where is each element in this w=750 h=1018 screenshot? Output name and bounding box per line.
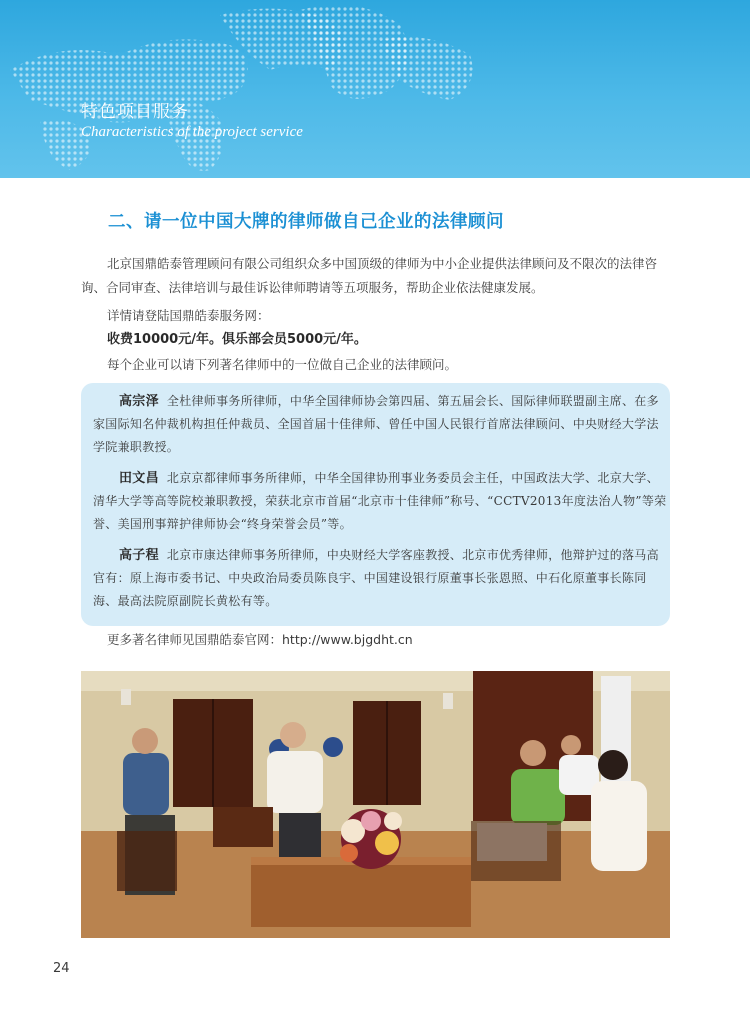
meeting-photo [81, 671, 670, 938]
lawyer-bio: 北京京都律师事务所律师，中华全国律协刑事业务委员会主任，中国政法大学、北京大学、清华大学等高等院校兼职教授，荣获北京市首届“北京市十佳律师”称号、“CCTV2013年度法治人物”等荣誉、美国刑事辩护律师协会“终身荣誉会员”等。 [93, 471, 667, 531]
lawyer-name: 高子程 [119, 548, 159, 563]
world-map-graphic [0, 0, 750, 178]
banner-title: 特色项目服务 [81, 102, 189, 122]
lawyer-entry [93, 544, 667, 613]
section-heading: 二、请一位中国大牌的律师做自己企业的法律顾问 [108, 212, 504, 232]
lawyer-entry [93, 390, 667, 459]
lawyer-bio: 北京市康达律师事务所律师，中央财经大学客座教授、北京市优秀律师，他辩护过的落马高官有：原上海市委书记、中央政治局委员陈良宇、中国建设银行原董事长张恩照、中石化原董事长陈同海、最高法院原副院长黄松有等。 [93, 548, 659, 608]
header-banner [0, 0, 750, 178]
lawyer-name: 高宗泽 [119, 394, 159, 409]
fee-line: 收费10000元/年。俱乐部会员5000元/年。 [107, 332, 367, 347]
choose-line: 每个企业可以请下列著名律师中的一位做自己企业的法律顾问。 [107, 357, 458, 372]
lawyer-bio: 全杜律师事务所律师，中华全国律师协会第四届、第五届会长、国际律师联盟副主席、在多家国际知名仲裁机构担任仲裁员、全国首届十佳律师、曾任中国人民银行首席法律顾问、中央财经大学法学院兼职教授。 [93, 394, 659, 454]
lawyer-name: 田文昌 [119, 471, 159, 486]
more-lawyers-link-text: 更多著名律师见国鼎皓泰官网：http://www.bjgdht.cn [107, 632, 413, 647]
page-number: 24 [53, 961, 70, 976]
details-line: 详情请登陆国鼎皓泰服务网： [107, 308, 270, 323]
intro-paragraph: 北京国鼎皓泰管理顾问有限公司组织众多中国顶级的律师为中小企业提供法律顾问及不限次的法律咨询、合同审查、法律培训与最佳诉讼律师聘请等五项服务，帮助企业依法健康发展。 [81, 256, 658, 295]
lawyer-entry [93, 467, 667, 536]
banner-subtitle: Characteristics of the project service [81, 124, 303, 140]
